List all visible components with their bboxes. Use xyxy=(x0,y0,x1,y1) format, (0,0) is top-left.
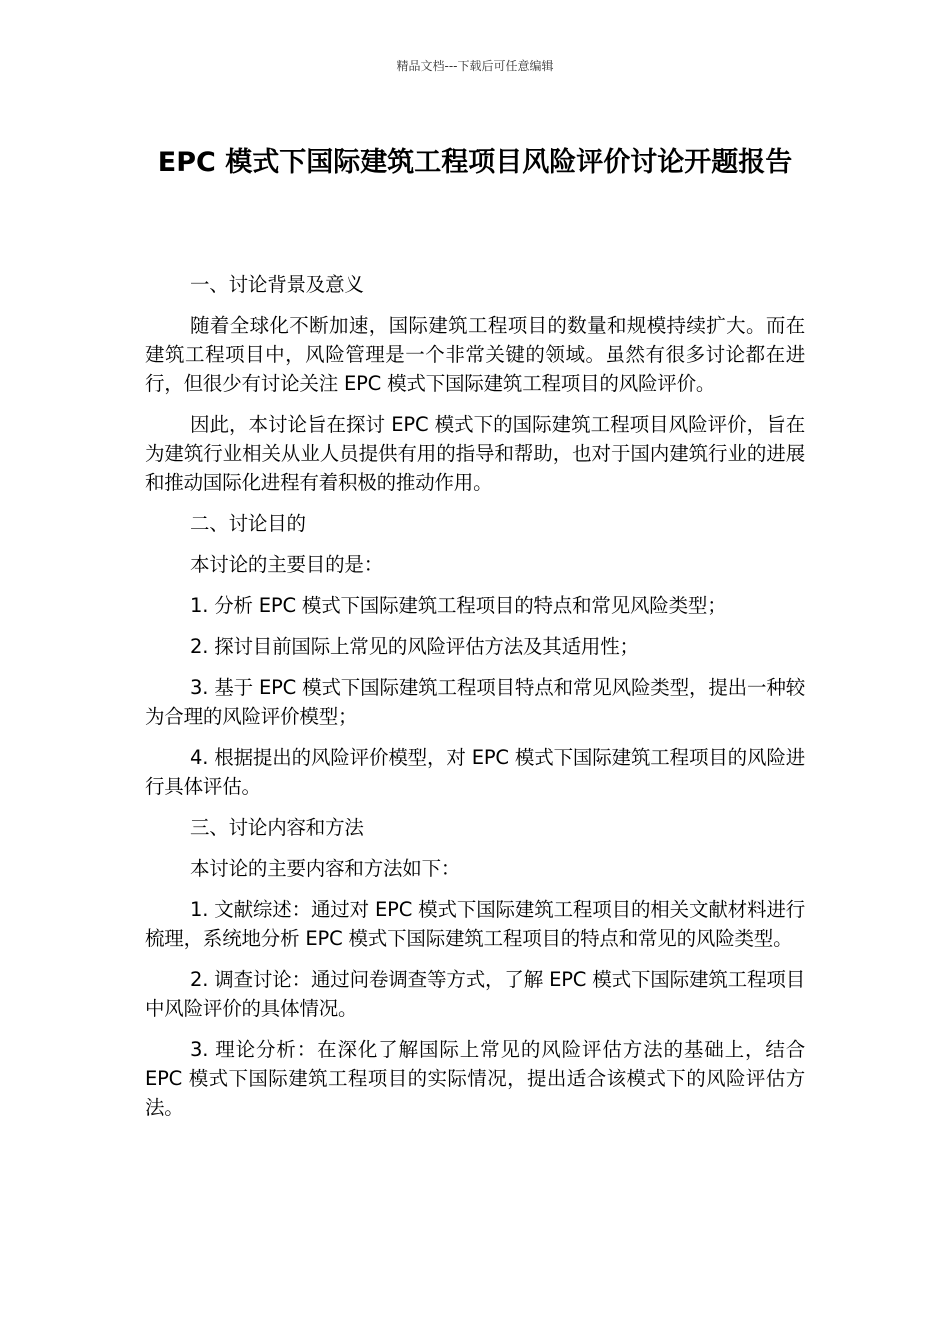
section-heading-methods: 三、讨论内容和方法 xyxy=(190,816,364,839)
paragraph-methods-intro: 本讨论的主要内容和方法如下： xyxy=(190,857,461,880)
list-item-purpose-4: 4. 根据提出的风险评价模型，对 EPC 模式下国际建筑工程项目的风险进行具体评估。 xyxy=(145,746,805,798)
section-heading-background: 一、讨论背景及意义 xyxy=(190,273,364,296)
document-body xyxy=(145,270,805,1134)
list-item-method-2: 2. 调查讨论：通过问卷调查等方式，了解 EPC 模式下国际建筑工程项目中风险评价的具体情况。 xyxy=(145,968,805,1020)
section-heading-purpose: 二、讨论目的 xyxy=(190,512,306,535)
header-note: 精品文档---下载后可任意编辑 xyxy=(396,59,554,73)
list-item-method-1: 1. 文献综述：通过对 EPC 模式下国际建筑工程项目的相关文献材料进行梳理，系统地分析 EPC 模式下国际建筑工程项目的特点和常见的风险类型。 xyxy=(145,898,805,950)
list-item-purpose-2: 2. 探讨目前国际上常见的风险评估方法及其适用性； xyxy=(190,635,639,658)
list-item-method-3: 3. 理论分析：在深化了解国际上常见的风险评估方法的基础上，结合 EPC 模式下国际建筑工程项目的实际情况，提出适合该模式下的风险评估方法。 xyxy=(145,1038,805,1119)
list-item-purpose-3: 3. 基于 EPC 模式下国际建筑工程项目特点和常见风险类型，提出一种较为合理的风险评价模型； xyxy=(145,676,805,728)
paragraph-background-2: 因此，本讨论旨在探讨 EPC 模式下的国际建筑工程项目风险评价，旨在为建筑行业相关从业人员提供有用的指导和帮助，也对于国内建筑行业的进展和推动国际化进程有着积极的推动作用。 xyxy=(145,413,805,494)
list-item-purpose-1: 1. 分析 EPC 模式下国际建筑工程项目的特点和常见风险类型； xyxy=(190,594,727,617)
document-title: EPC 模式下国际建筑工程项目风险评价讨论开题报告 xyxy=(157,147,793,178)
paragraph-background-1: 随着全球化不断加速，国际建筑工程项目的数量和规模持续扩大。而在建筑工程项目中，风险管理是一个非常关键的领域。虽然有很多讨论都在进行，但很少有讨论关注 EPC 模式下国际建筑工程项目的风险评价。 xyxy=(145,314,805,395)
paragraph-purpose-intro: 本讨论的主要目的是： xyxy=(190,553,384,576)
